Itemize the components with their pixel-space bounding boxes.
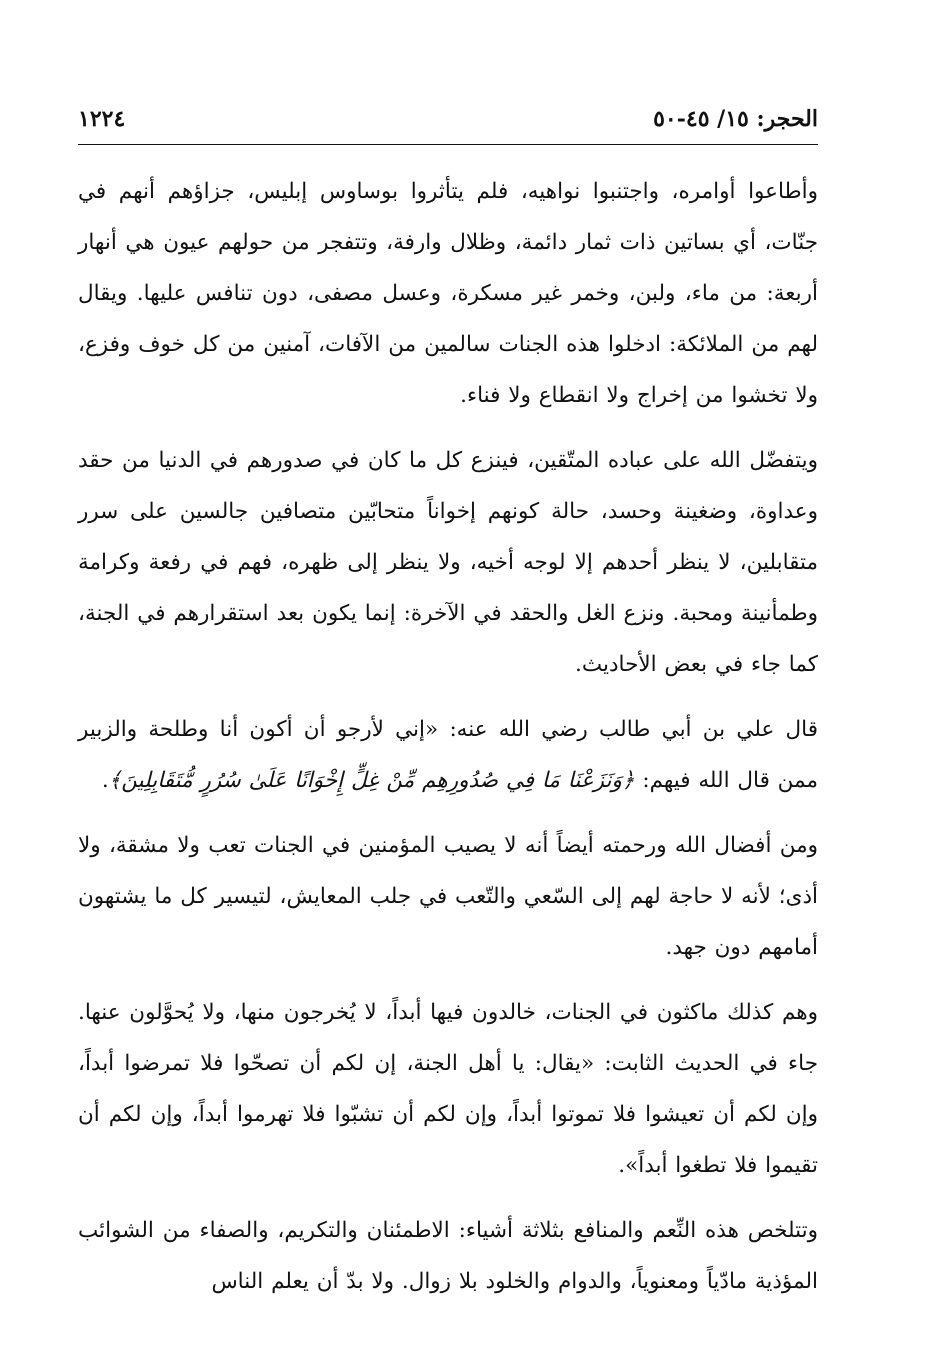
paragraph-5: وهم كذلك ماكثون في الجنات، خالدون فيها أبداً، لا يُخرجون منها، ولا يُحوَّلون عنها. جاء في الحديث الثابت: «يقال: يا أهل الجنة، إن لكم أن تصحّوا فلا تمرضوا أبداً، وإن لكم أن تعيشوا فلا تموتوا أبداً، وإن لكم أن تشبّوا فلا تهرموا أبداً، وإن لكم أن تقيموا فلا تطغوا أبداً». [78,1000,818,1178]
page-number: ١٢٢٤ [78,106,126,132]
paragraph-4: ومن أفضال الله ورحمته أيضاً أنه لا يصيب المؤمنين في الجنات تعب ولا مشقة، ولا أذى؛ لأنه لا حاجة لهم إلى السّعي والتّعب في جلب المعايش، لتيسير كل ما يشتهون أمامهم دون جهد. [78,833,818,960]
book-page [78,96,818,1294]
paragraph-3: قال علي بن أبي طالب رضي الله عنه: «إني لأرجو أن أكون أنا وطلحة والزبير ممن قال الله فيهم: ﴿وَنَزَعْنَا مَا فِي صُدُورِهِم مِّنْ غِلٍّ إِخْوَانًا عَلَىٰ سُرُرٍ مُّتَقَابِلِينَ﴾. [78,717,818,793]
page-header [78,96,818,136]
paragraph-1: وأطاعوا أوامره، واجتنبوا نواهيه، فلم يتأثروا بوساوس إبليس، جزاؤهم أنهم في جنّات، أي بساتين ذات ثمار دائمة، وظلال وارفة، وتتفجر من حولهم عيون هي أنهار أربعة: من ماء، ولبن، وخمر غير مسكرة، وعسل مصفى، دون تنافس عليها. ويقال لهم من الملائكة: ادخلوا هذه الجنات سالمين من الآفات، آمنين من كل خوف وفزع، ولا تخشوا من إخراج ولا انقطاع ولا فناء. [78,179,818,408]
paragraph-6: وتتلخص هذه النِّعم والمنافع بثلاثة أشياء: الاطمئنان والتكريم، والصفاء من الشوائب المؤذية مادّياً ومعنوياً، والدوام والخلود بلا زوال. ولا بدّ أن يعلم الناس [78,1218,818,1294]
body-text [78,166,818,1321]
paragraph-2: ويتفضّل الله على عباده المتّقين، فينزع كل ما كان في صدورهم في الدنيا من حقد وعداوة، وضغينة وحسد، حالة كونهم إخواناً متحابّين متصافين جالسين على سرر متقابلين، لا ينظر أحدهم إلا لوجه أخيه، ولا ينظر إلى ظهره، فهم في رفعة وكرامة وطمأنينة ومحبة. ونزع الغل والحقد في الآخرة: إنما يكون بعد استقرارهم في الجنة، كما جاء في بعض الأحاديث. [78,448,818,677]
quran-verse: ﴿وَنَزَعْنَا مَا فِي صُدُورِهِم مِّنْ غِلٍّ إِخْوَانًا عَلَىٰ سُرُرٍ مُّتَقَابِلِينَ﴾ [108,768,635,793]
header-rule [78,144,818,145]
running-head: الحجر: ١٥/ ٤٥-٥٠ [653,106,818,132]
